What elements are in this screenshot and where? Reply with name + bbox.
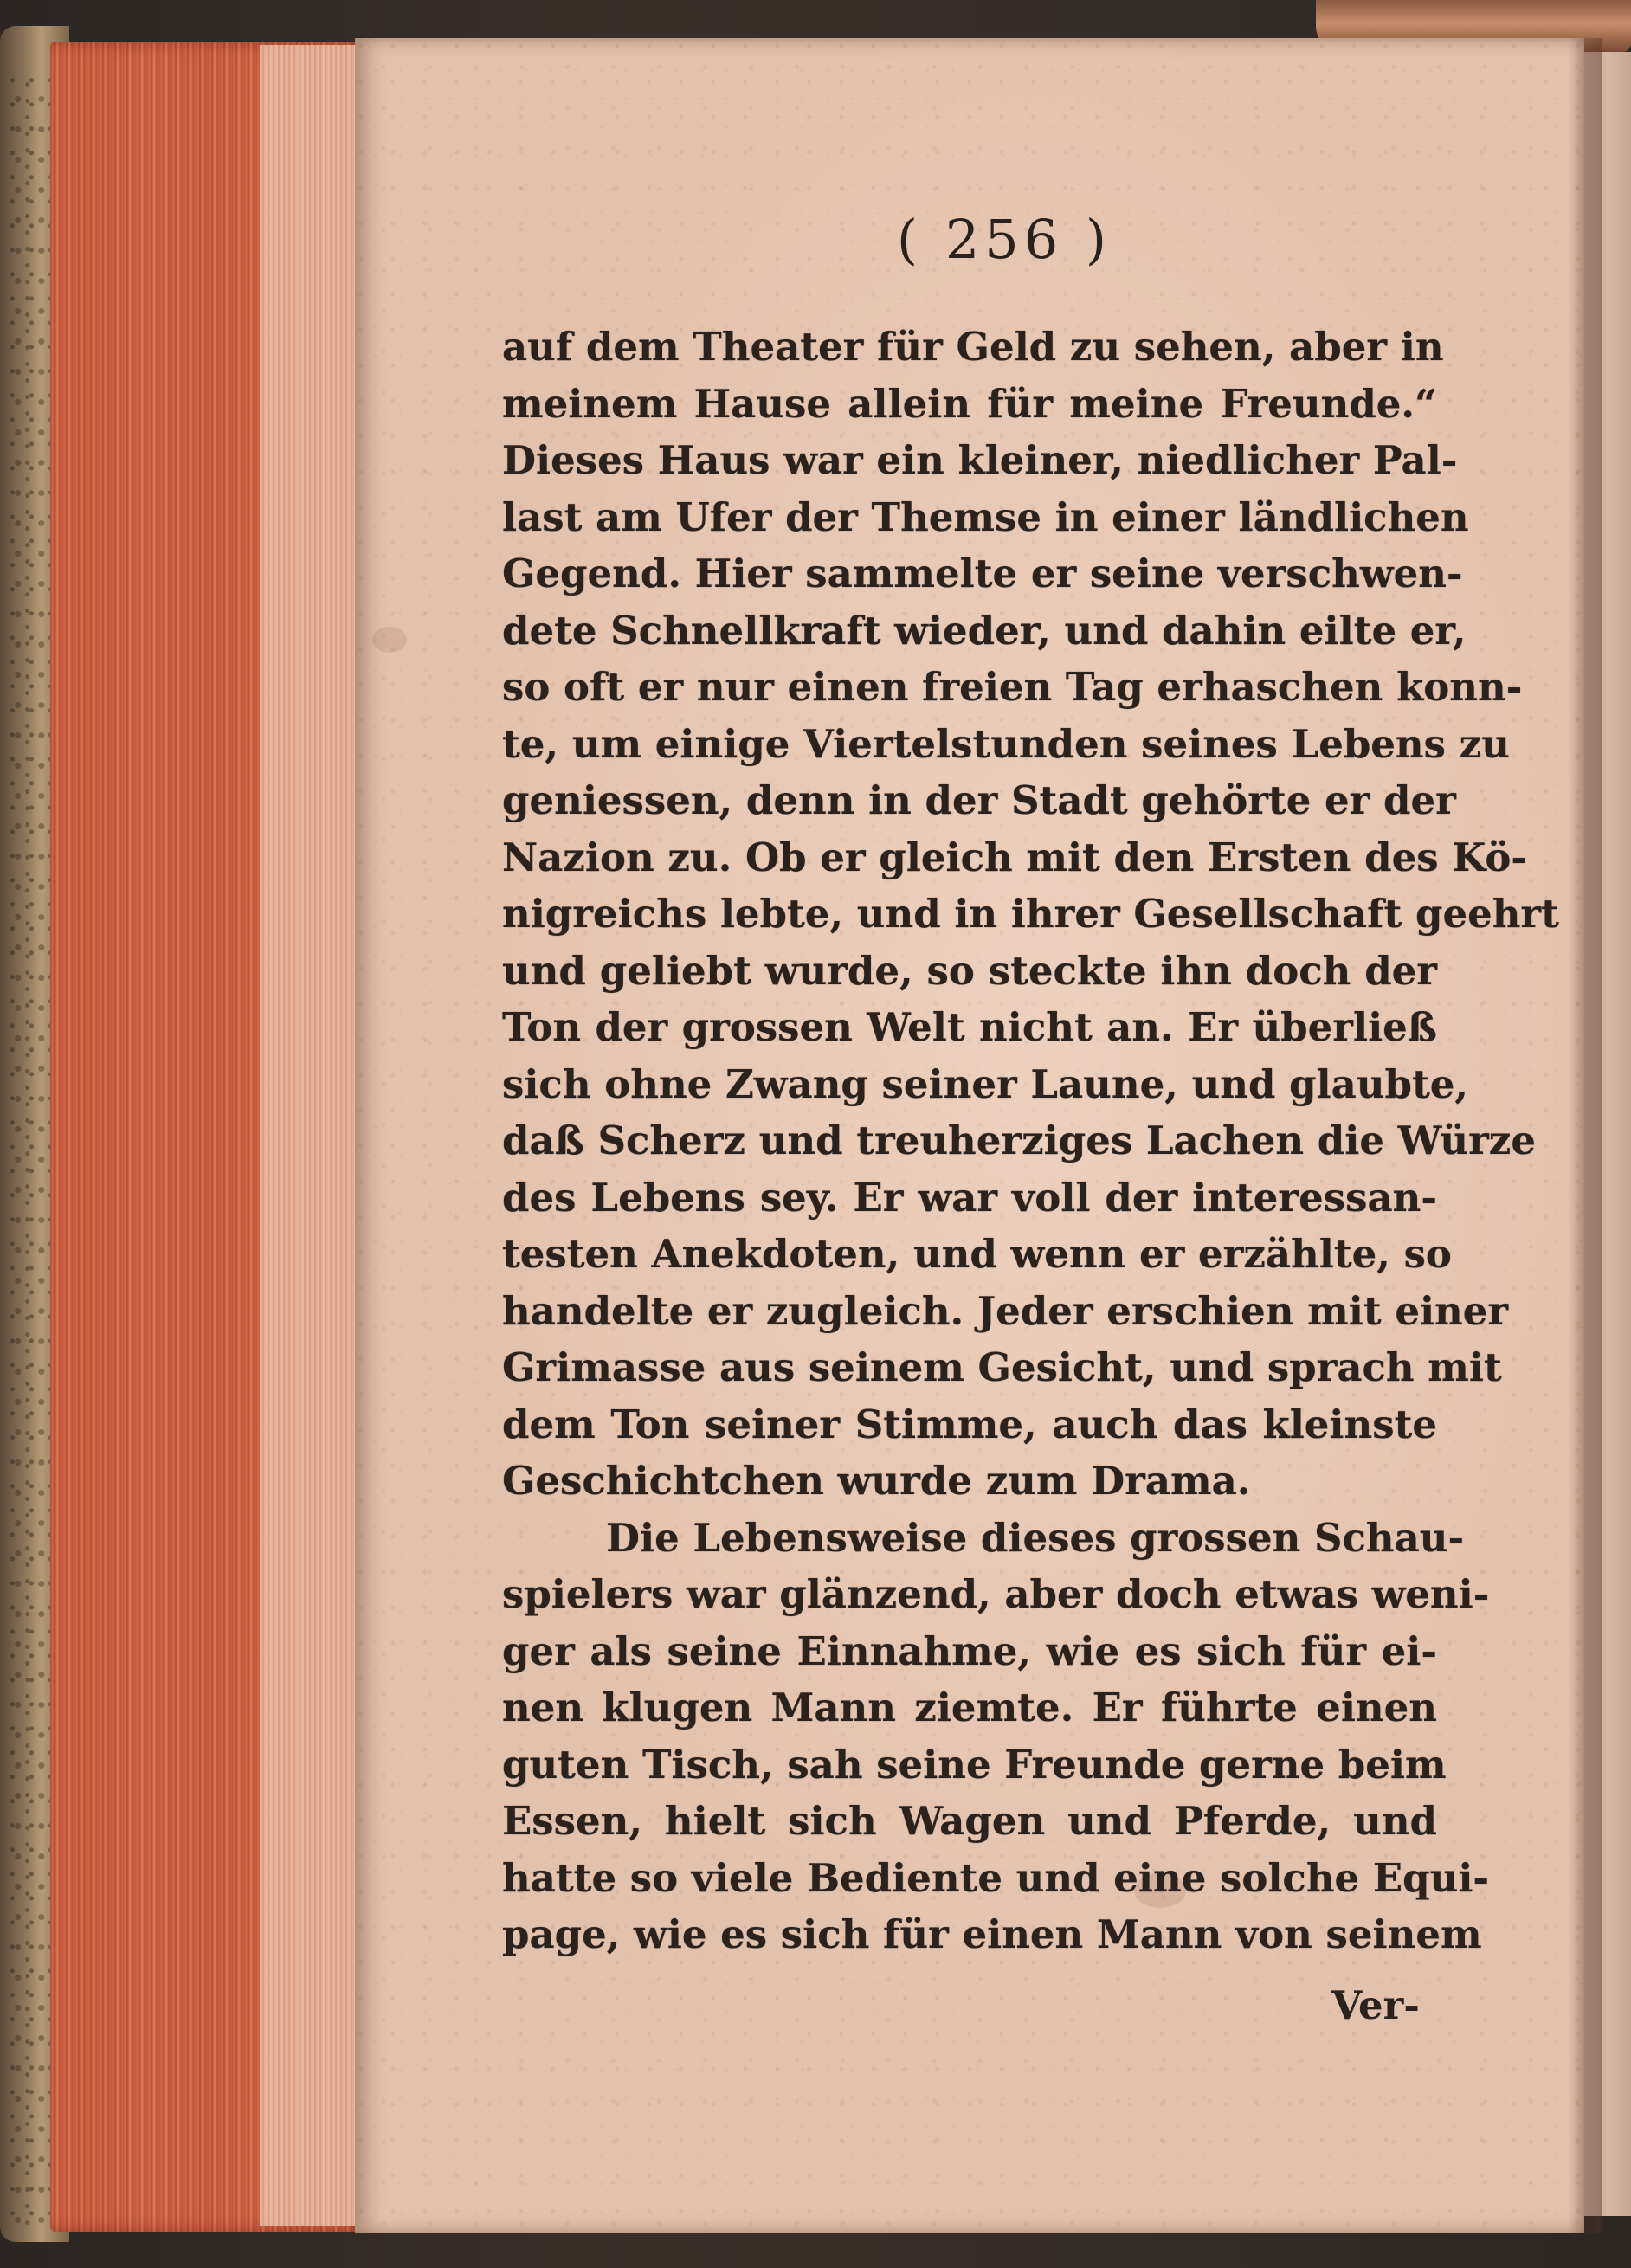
page-edges-light — [260, 45, 364, 2226]
text-line: des Lebens sey. Er war voll der interessan- — [502, 1174, 1437, 1221]
text-line: nen klugen Mann ziemte. Er führte einen — [502, 1685, 1437, 1730]
text-line: handelte er zugleich. Jeder erschien mit einer — [502, 1287, 1509, 1334]
text-line: Nazion zu. Ob er gleich mit den Ersten des Kö- — [502, 834, 1528, 880]
text-line: Essen, hielt sich Wagen und Pferde, und — [502, 1798, 1437, 1844]
text-line: Gegend. Hier sammelte er seine verschwen- — [502, 551, 1463, 596]
body-text — [502, 319, 1559, 1963]
text-line: ger als seine Einnahme, wie es sich für ei- — [502, 1627, 1437, 1674]
page-number: ( 256 ) — [896, 208, 1112, 271]
text-line-paragraph-start: Die Lebensweise dieses grossen Schau- — [606, 1514, 1465, 1561]
text-line: hatte so viele Bediente und eine solche Equi- — [502, 1854, 1490, 1901]
text-line: Ton der grossen Welt nicht an. Er überließ — [502, 1004, 1437, 1050]
text-line: testen Anekdoten, und wenn er erzählte, so — [502, 1231, 1452, 1277]
text-line: geniessen, denn in der Stadt gehörte er der — [502, 777, 1456, 823]
text-line: so oft er nur einen freien Tag erhaschen konn- — [502, 664, 1523, 710]
text-line: page, wie es sich für einen Mann von seinem — [502, 1911, 1482, 1957]
text-line: te, um einige Viertelstunden seines Lebens zu — [502, 720, 1510, 767]
text-line: und geliebt wurde, so steckte ihn doch der — [502, 947, 1437, 994]
text-line: sich ohne Zwang seiner Laune, und glaubte, — [502, 1060, 1469, 1107]
text-line: auf dem Theater für Geld zu sehen, aber in — [502, 324, 1444, 370]
text-line: Dieses Haus war ein kleiner, niedlicher Pal- — [502, 437, 1458, 483]
text-line: last am Ufer der Themse in einer ländlichen — [502, 493, 1469, 540]
text-line: spielers war glänzend, aber doch etwas weni- — [502, 1571, 1490, 1617]
gutter-shadow — [1567, 38, 1602, 2233]
catchword: Ver- — [1331, 1982, 1420, 2028]
text-line: dem Ton seiner Stimme, auch das kleinste — [502, 1401, 1437, 1447]
text-line: dete Schnellkraft wieder, und dahin eilte er, — [502, 607, 1467, 654]
paper-stain — [372, 627, 407, 653]
text-line-paragraph-end: Geschichtchen wurde zum Drama. — [502, 1458, 1251, 1504]
text-line: daß Scherz und treuherziges Lachen die Würze — [502, 1118, 1536, 1163]
text-line: meinem Hause allein für meine Freunde.“ — [502, 380, 1437, 427]
text-line: guten Tisch, sah seine Freunde gerne beim — [502, 1741, 1447, 1788]
text-line: Grimasse aus seinem Gesicht, und sprach mit — [502, 1344, 1502, 1390]
text-line: nigreichs lebte, und in ihrer Gesellschaft geehrt — [502, 891, 1559, 937]
